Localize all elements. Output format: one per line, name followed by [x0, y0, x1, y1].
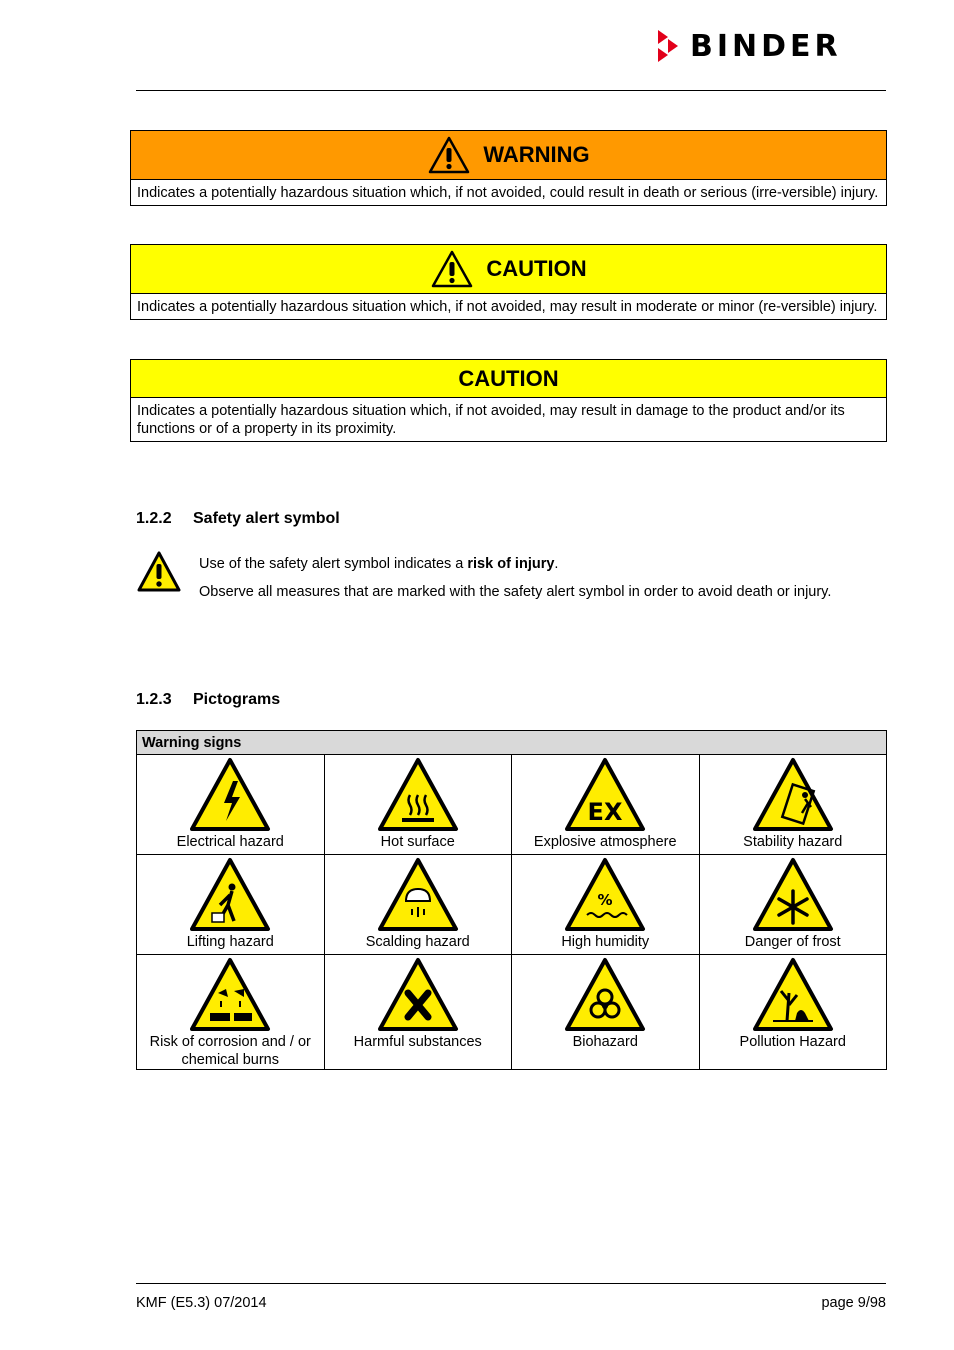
alert-text-bold: risk of injury: [467, 556, 555, 572]
pictogram-cell: [324, 855, 512, 955]
explosive-atmosphere-icon: [563, 757, 647, 833]
header-rule: [136, 90, 886, 91]
logo-text: BINDER: [690, 28, 842, 64]
safety-alert-icon: [136, 550, 182, 594]
pictogram-label: Lifting hazard: [186, 934, 274, 950]
pollution-hazard-icon: [751, 957, 835, 1033]
pictogram-label: Danger of frost: [744, 934, 841, 950]
section-number: 1.2.3: [136, 691, 172, 708]
pictogram-cell: [699, 955, 887, 1070]
electrical-hazard-icon: [188, 757, 272, 833]
stability-hazard-icon: [751, 757, 835, 833]
pictogram-label: Biohazard: [572, 1034, 638, 1050]
binder-logo: [656, 28, 842, 64]
pictogram-cell: [137, 855, 325, 955]
caution-property-title: CAUTION: [458, 365, 559, 391]
section-number: 1.2.2: [136, 510, 172, 527]
hot-surface-icon: [376, 757, 460, 833]
pictogram-cell: [699, 755, 887, 855]
scalding-hazard-icon: [376, 857, 460, 933]
footer-doc-id: KMF (E5.3) 07/2014: [136, 1295, 267, 1311]
caution-title: CAUTION: [486, 256, 587, 281]
danger-of-frost-icon: [751, 857, 835, 933]
pictogram-cell: [137, 955, 325, 1070]
pictogram-label: Explosive atmosphere: [533, 834, 677, 850]
caution-property-header: [131, 360, 886, 398]
pictogram-label: Scalding hazard: [365, 934, 470, 950]
caution-header: [131, 245, 886, 294]
pictogram-cell: [324, 955, 512, 1070]
pictogram-label: High humidity: [561, 934, 650, 950]
caution-box: [130, 244, 887, 320]
footer-rule: [136, 1283, 886, 1284]
footer-page-number: page 9/98: [821, 1295, 886, 1311]
caution-property-box: [130, 359, 887, 442]
pictogram-label: Pollution Hazard: [739, 1034, 846, 1050]
caution-property-text: Indicates a potentially hazardous situation which, if not avoided, may result in damage to the product and/or its functions or of a property in its proximity.: [137, 403, 845, 437]
section-title: Safety alert symbol: [193, 510, 340, 527]
caution-triangle-icon: [430, 249, 474, 289]
pictogram-cell: [137, 755, 325, 855]
alert-paragraph-2: Observe all measures that are marked with the safety alert symbol in order to avoid death or injury.: [199, 584, 832, 600]
biohazard-icon: [563, 957, 647, 1033]
corrosion-icon: [188, 957, 272, 1033]
alert-text-post: .: [554, 556, 559, 572]
alert-text-pre: Use of the safety alert symbol indicates a: [199, 556, 468, 572]
high-humidity-icon: [563, 857, 647, 933]
section-heading-122: [136, 510, 340, 528]
pictogram-cell: [699, 855, 887, 955]
lifting-hazard-icon: [188, 857, 272, 933]
warning-title: WARNING: [483, 142, 590, 167]
alert-paragraph-1: [199, 555, 879, 573]
section-title: Pictograms: [193, 691, 281, 708]
pictogram-label: Stability hazard: [743, 834, 843, 850]
logo-arrows-icon: [656, 28, 682, 64]
pictogram-cell: [512, 755, 700, 855]
warning-box: [130, 130, 887, 206]
pictogram-label: Hot surface: [380, 834, 455, 850]
warning-triangle-icon: [427, 135, 471, 175]
pictogram-cell: [512, 955, 700, 1070]
pictogram-table-header: Warning signs: [137, 731, 887, 755]
caution-text: Indicates a potentially hazardous situation which, if not avoided, may result in moderate or minor (re-versible) injury.: [137, 299, 878, 315]
section-heading-123: [136, 691, 280, 709]
pictogram-table: [136, 730, 887, 1070]
pictogram-cell: [512, 855, 700, 955]
harmful-substances-icon: [376, 957, 460, 1033]
pictogram-cell: [324, 755, 512, 855]
pictogram-label: Harmful substances: [353, 1034, 482, 1050]
warning-header: [131, 131, 886, 180]
svg-text:%: %: [597, 891, 613, 909]
pictogram-label: Risk of corrosion and / or chemical burns: [149, 1034, 311, 1068]
pictogram-label: Electrical hazard: [176, 834, 284, 850]
warning-text: Indicates a potentially hazardous situation which, if not avoided, could result in death or serious (irre-versible) injury.: [137, 185, 879, 201]
svg-text:EX: EX: [587, 798, 623, 826]
